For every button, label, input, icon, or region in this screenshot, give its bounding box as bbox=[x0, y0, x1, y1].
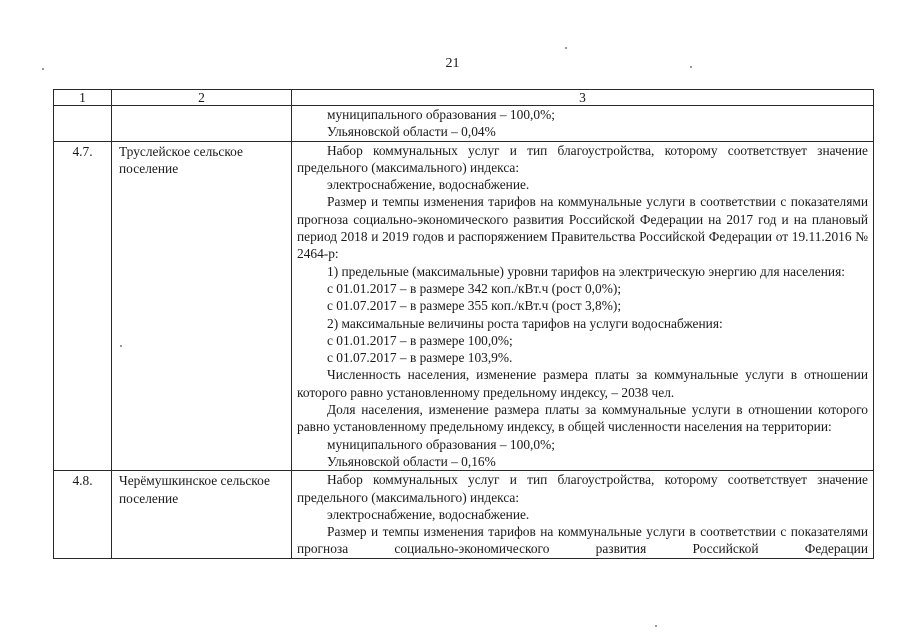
paragraph: муниципального образования – 100,0%; bbox=[327, 107, 555, 122]
paragraph: Ульяновской области – 0,04% bbox=[327, 124, 496, 140]
settlement-name: Черёмушкинское сельское поселение bbox=[112, 471, 292, 558]
page-number: 21 bbox=[445, 56, 460, 71]
paragraph: Ульяновской области – 0,16% bbox=[327, 453, 496, 469]
paragraph: 1) предельные (максимальные) уровни тарифов на электрическую энергию для населения: bbox=[327, 263, 845, 279]
row-text bbox=[292, 471, 874, 558]
row-number: 4.8. bbox=[54, 471, 112, 558]
continuation-text bbox=[292, 106, 874, 142]
table-header-row bbox=[54, 90, 874, 106]
paragraph: с 01.01.2017 – в размере 100,0%; bbox=[327, 332, 513, 348]
scan-speck bbox=[565, 47, 567, 49]
table-row bbox=[54, 471, 874, 558]
row-number: 4.7. bbox=[54, 141, 112, 471]
scan-speck bbox=[120, 345, 122, 347]
paragraph: Размер и темпы изменения тарифов на коммунальные услуги в соответствии с показателями прогноза социально-экономического развития Российской Федерации bbox=[297, 524, 868, 557]
paragraph: с 01.01.2017 – в размере 342 коп./кВт.ч (рост 0,0%); bbox=[327, 280, 622, 296]
paragraph: Набор коммунальных услуг и тип благоустройства, которому соответствует значение предельного (максимального) индекса: bbox=[297, 472, 868, 505]
row-text bbox=[292, 141, 874, 471]
scan-speck bbox=[42, 68, 44, 70]
table-row bbox=[54, 141, 874, 471]
continuation-row bbox=[54, 106, 874, 142]
paragraph: с 01.07.2017 – в размере 355 коп./кВт.ч (рост 3,8%); bbox=[327, 298, 622, 314]
paragraph: электроснабжение, водоснабжение. bbox=[327, 177, 530, 193]
tariff-table bbox=[53, 89, 874, 559]
scan-speck bbox=[655, 625, 657, 627]
settlement-name: Труслейское сельское поселение bbox=[112, 141, 292, 471]
paragraph: 2) максимальные величины роста тарифов на услуги водоснабжения: bbox=[327, 315, 723, 331]
header-cell-2: 2 bbox=[112, 90, 292, 106]
scan-speck bbox=[690, 66, 692, 68]
paragraph: Доля населения, изменение размера платы за коммунальные услуги в отношении которого равно установленному предельному индексу, в общей численности населения на территории: bbox=[297, 402, 868, 435]
paragraph: муниципального образования – 100,0%; bbox=[327, 436, 555, 452]
paragraph: электроснабжение, водоснабжение. bbox=[327, 506, 530, 522]
paragraph: Набор коммунальных услуг и тип благоустройства, которому соответствует значение предельного (максимального) индекса: bbox=[297, 142, 868, 175]
header-cell-1: 1 bbox=[54, 90, 112, 106]
paragraph: Численность населения, изменение размера платы за коммунальные услуги в отношении которого равно установленному предельному индексу, – 2038 чел. bbox=[297, 367, 868, 400]
paragraph: с 01.07.2017 – в размере 103,9%. bbox=[327, 350, 513, 366]
paragraph: Размер и темпы изменения тарифов на коммунальные услуги в соответствии с показателями прогноза социально-экономического развития Российской Федерации на 2017 год и на плановый период 2018 и 2019 годов и распоряжением Правительства Российской Федерации от 19.11.2016 № 2464-р: bbox=[297, 194, 868, 262]
header-cell-3: 3 bbox=[292, 90, 874, 106]
